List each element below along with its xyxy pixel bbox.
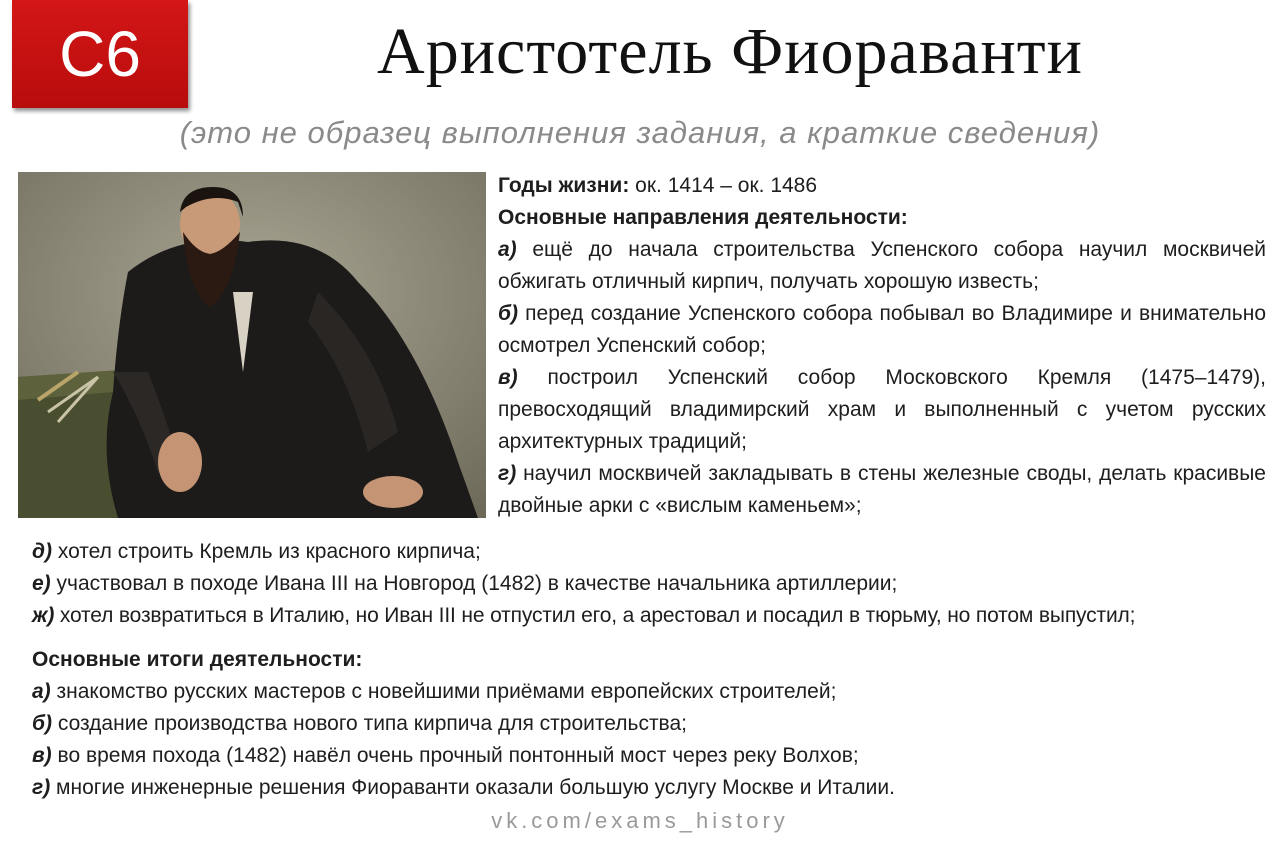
item-letter: ж) <box>32 604 55 627</box>
item-text: знакомство русских мастеров с новейшими приёмами европейских строителей; <box>50 680 837 703</box>
result-item <box>32 676 1272 708</box>
result-item <box>32 772 1272 804</box>
life-years-value: ок. 1414 – ок. 1486 <box>629 174 818 197</box>
badge-c6: С6 <box>12 0 188 108</box>
direction-item <box>498 234 1266 298</box>
item-text: создание производства нового типа кирпича для строительства; <box>52 712 687 735</box>
results-section <box>32 644 1272 804</box>
item-text: многие инженерные решения Фиораванти оказали большую услугу Москве и Италии. <box>50 776 895 799</box>
footer-source: vk.com/exams_history <box>491 808 789 833</box>
page-title: Аристотель Фиораванти <box>377 15 1083 88</box>
direction-item <box>498 298 1266 362</box>
direction-item <box>32 536 1272 568</box>
item-letter: а) <box>498 238 517 261</box>
results-heading: Основные итоги деятельности: <box>32 648 363 671</box>
item-text: во время похода (1482) навёл очень прочный понтонный мост через реку Волхов; <box>51 744 859 767</box>
bio-details <box>498 170 1266 522</box>
item-letter: г) <box>498 462 517 485</box>
item-text: научил москвичей закладывать в стены железные своды, делать красивые двойные арки с «вислым каменьем»; <box>498 462 1266 517</box>
page-subtitle: (это не образец выполнения задания, а краткие сведения) <box>179 115 1101 150</box>
directions-heading: Основные направления деятельности: <box>498 206 908 229</box>
item-text: построил Успенский собор Московского Кремля (1475–1479), превосходящий владимирский храм и выполненный с учетом русских архитектурных традиций; <box>498 366 1266 453</box>
item-text: хотел строить Кремль из красного кирпича; <box>51 540 481 563</box>
item-letter: а) <box>32 680 51 703</box>
portrait-painting <box>18 172 486 518</box>
item-letter: б) <box>32 712 52 735</box>
direction-item <box>498 458 1266 522</box>
result-item <box>32 740 1272 772</box>
item-text: участвовал в походе Ивана III на Новгород (1482) в качестве начальника артиллерии; <box>50 572 898 595</box>
life-years-line <box>498 170 1266 202</box>
item-letter: д) <box>32 540 52 563</box>
direction-item <box>32 600 1272 632</box>
item-letter: в) <box>32 744 52 767</box>
item-letter: в) <box>498 366 518 389</box>
item-letter: б) <box>498 302 518 325</box>
item-text: ещё до начала строительства Успенского собора научил москвичей обжигать отличный кирпич, получать хорошую известь; <box>498 238 1266 293</box>
direction-item <box>32 568 1272 600</box>
life-years-label: Годы жизни: <box>498 174 630 197</box>
result-item <box>32 708 1272 740</box>
item-text: хотел возвратиться в Италию, но Иван III не отпустил его, а арестовал и посадил в тюрьму, но потом выпустил; <box>54 604 1136 627</box>
item-letter: е) <box>32 572 51 595</box>
item-letter: г) <box>32 776 51 799</box>
item-text: перед создание Успенского собора побывал во Владимире и внимательно осмотрел Успенский собор; <box>498 302 1266 357</box>
portrait-image <box>18 172 486 518</box>
directions-continued <box>32 536 1272 632</box>
direction-item <box>498 362 1266 458</box>
